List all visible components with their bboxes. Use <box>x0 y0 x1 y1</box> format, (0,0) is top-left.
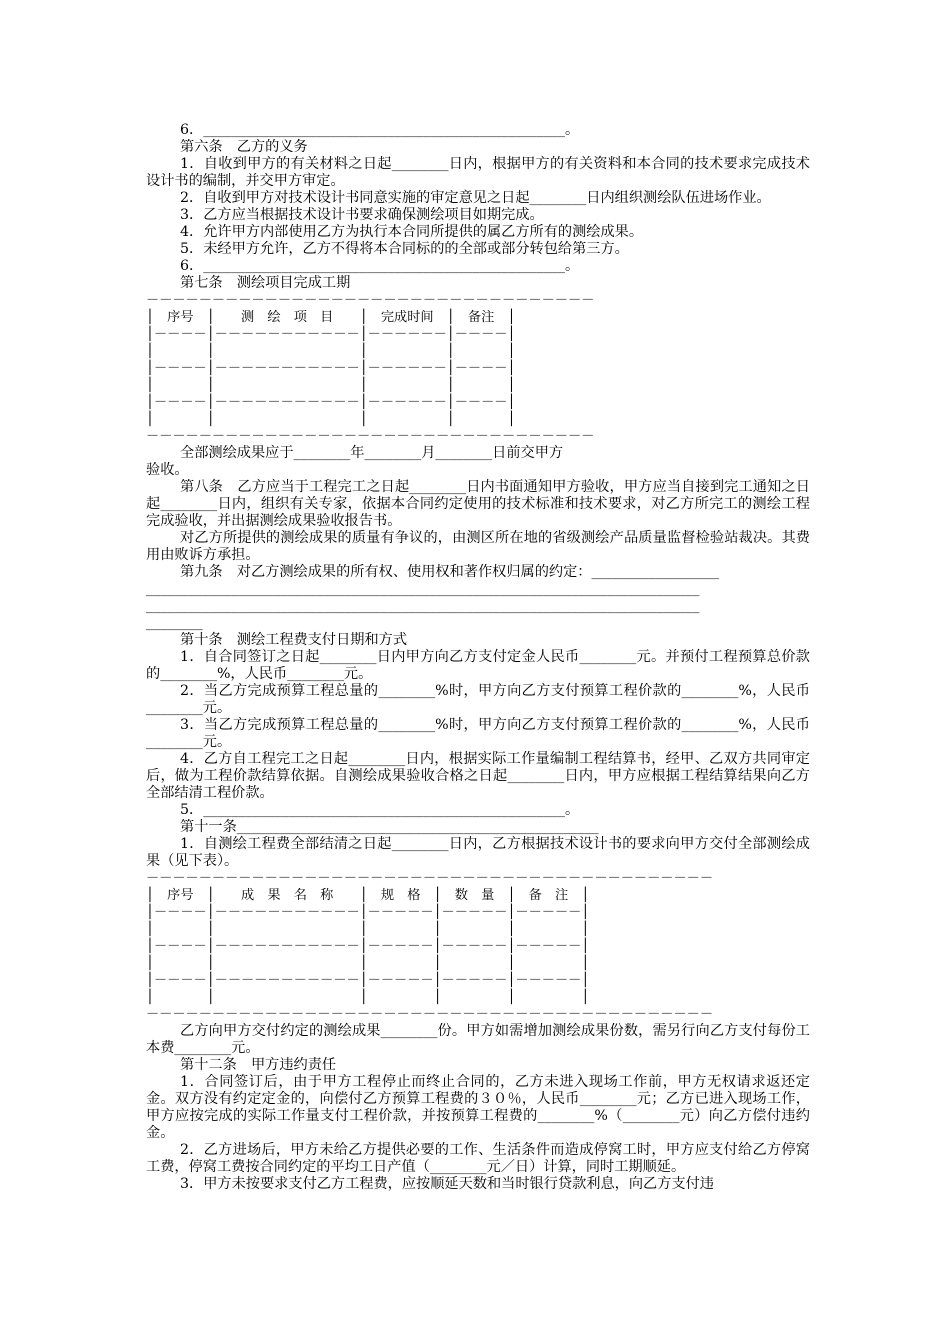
deliverables-table <box>146 870 810 1023</box>
schedule-table-line: －－－－－－－－－－－－－－－－－－－－－－－－－－－－－－－－－－ <box>146 293 595 308</box>
article-10-item-2: 2．当乙方完成预算工程总量的________%时，甲方向乙方支付预算工程价款的________%，人民币________元。 <box>146 683 810 716</box>
article-10-item-4: 4．乙方自工程完工之日起________日内，根据实际工作量编制工程结算书，经甲、乙双方共同审定后，做为工程价款结算依据。自测绘成果验收合格之日起________日内，甲方应根据工程结算结果向乙方全部结清工程价款。 <box>146 751 810 801</box>
contract-page <box>146 122 810 1193</box>
deliverables-table-header: │ 序号 │ 成 果 名 称 │ 规 格 │ 数 量 │ 备 注 │ <box>146 888 590 903</box>
article-6-item-3: 3．乙方应当根据技术设计书要求确保测绘项目如期完成。 <box>180 207 544 223</box>
article-12-item-2: 2．乙方进场后，甲方未给乙方提供必要的工作、生活条件而造成停窝工时，甲方应支付给乙方停窝工费，停窝工费按合同约定的平均工日产值（________元／日）计算，同时工期顺延。 <box>146 1142 810 1175</box>
article-11-title: 第十一条___________________________________________________ <box>180 819 599 835</box>
deliverables-table-line: －－－－－－－－－－－－－－－－－－－－－－－－－－－－－－－－－－－－－－－－－－－ <box>146 871 714 886</box>
article-12-item-1: 1．合同签订后，由于甲方工程停止而终止合同的，乙方未进入现场工作前，甲方无权请求返还定金。双方没有约定定金的，向偿付乙方预算工程费的３０％，人民币________元；乙方已进入现场工作，甲方应按完成的实际工作量支付工程价款，并按预算工程费的________%（________元）向乙方偿付违约金。 <box>146 1074 810 1141</box>
article-8-para-1: 第八条 乙方应当于工程完工之日起________日内书面通知甲方验收，甲方应当自接到完工通知之日起________日内，组织有关专家，依据本合同约定使用的技术标准和技术要求，对乙方所完工的测绘工程完成验收，并出据测绘成果验收报告书。 <box>146 479 810 529</box>
deliverables-table-row: │ │ │ │ │ │ <box>146 956 590 971</box>
article-10-item-3: 3．当乙方完成预算工程总量的________%时，甲方向乙方支付预算工程价款的________%，人民币________元。 <box>146 717 810 750</box>
article-6-item-6: 6．___________________________________________________。 <box>180 258 580 274</box>
article-6-title: 第六条 乙方的义务 <box>180 139 308 155</box>
schedule-table <box>146 292 810 445</box>
schedule-table-line: －－－－－－－－－－－－－－－－－－－－－－－－－－－－－－－－－－ <box>146 429 595 444</box>
article-10-item-1: 1．自合同签订之日起________日内甲方向乙方支付定金人民币________元。并预付工程预算总价款的________%，人民币________元。 <box>146 649 810 682</box>
article-6-item-2: 2．自收到甲方对技术设计书同意实施的审定意见之日起________日内组织测绘队伍进场作业。 <box>180 190 771 206</box>
article-11-delivery: 乙方向甲方交付约定的测绘成果________份。甲方如需增加测绘成果份数，需另行向乙方支付每份工本费________元。 <box>146 1023 810 1056</box>
deliverables-table-row: │ │ │ │ │ │ <box>146 990 590 1005</box>
article-12-title: 第十二条 甲方违约责任 <box>180 1057 337 1073</box>
article-9-blank-line: ______________________________________________________________________________ <box>146 581 700 597</box>
deliverables-table-line: │－－－－│－－－－－－－－－－－│－－－－－│－－－－－│－－－－－│ <box>146 939 590 954</box>
schedule-table-row: │ │ │ │ │ <box>146 378 516 393</box>
schedule-table-line: │－－－－│－－－－－－－－－－－│－－－－－－│－－－－│ <box>146 361 516 376</box>
article-7-deadline: 全部测绘成果应于________年________月________日前交甲方 <box>180 445 564 461</box>
schedule-table-line: │－－－－│－－－－－－－－－－－│－－－－－－│－－－－│ <box>146 327 516 342</box>
article-10-item-5: 5．___________________________________________________。 <box>180 802 580 818</box>
schedule-table-row: │ │ │ │ │ <box>146 412 516 427</box>
deliverables-table-row: │ │ │ │ │ │ <box>146 922 590 937</box>
schedule-table-line: │－－－－│－－－－－－－－－－－│－－－－－－│－－－－│ <box>146 395 516 410</box>
article-11-item-1: 1．自测绘工程费全部结清之日起________日内，乙方根据技术设计书的要求向甲方交付全部测绘成果（见下表）。 <box>146 836 810 869</box>
article-8-para-2: 对乙方所提供的测绘成果的质量有争议的，由测区所在地的省级测绘产品质量监督检验站裁决。其费用由败诉方承担。 <box>146 530 810 563</box>
article-6-item-5: 5．未经甲方允许，乙方不得将本合同标的的全部或部分转包给第三方。 <box>180 241 629 257</box>
schedule-table-header: │ 序号 │ 测 绘 项 目 │ 完成时间 │ 备注 │ <box>146 310 516 325</box>
article-7-deadline-end: 验收。 <box>146 462 189 478</box>
article-10-title: 第十条 测绘工程费支付日期和方式 <box>180 632 408 648</box>
deliverables-table-line: －－－－－－－－－－－－－－－－－－－－－－－－－－－－－－－－－－－－－－－－－－－ <box>146 1007 714 1022</box>
article-6-item-4: 4．允许甲方内部使用乙方为执行本合同所提供的属乙方所有的测绘成果。 <box>180 224 644 240</box>
article-9-title: 第九条 对乙方测绘成果的所有权、使用权和著作权归属的约定：__________________ <box>180 564 720 580</box>
deliverables-table-line: │－－－－│－－－－－－－－－－－│－－－－－│－－－－－│－－－－－│ <box>146 973 590 988</box>
deliverables-table-line: │－－－－│－－－－－－－－－－－│－－－－－│－－－－－│－－－－－│ <box>146 905 590 920</box>
article-7-title: 第七条 测绘项目完成工期 <box>180 275 351 291</box>
article-9-blank-line: ______________________________________________________________________________ <box>146 598 700 614</box>
clause-5-item-6: 6．___________________________________________________。 <box>180 122 580 138</box>
article-6-item-1: 1．自收到甲方的有关材料之日起________日内，根据甲方的有关资料和本合同的技术要求完成技术设计书的编制，并交甲方审定。 <box>146 156 810 189</box>
schedule-table-row: │ │ │ │ │ <box>146 344 516 359</box>
article-12-item-3: 3．甲方未按要求支付乙方工程费，应按顺延天数和当时银行贷款利息，向乙方支付违 <box>180 1176 714 1192</box>
article-9-blank-line: ________ <box>146 615 203 631</box>
